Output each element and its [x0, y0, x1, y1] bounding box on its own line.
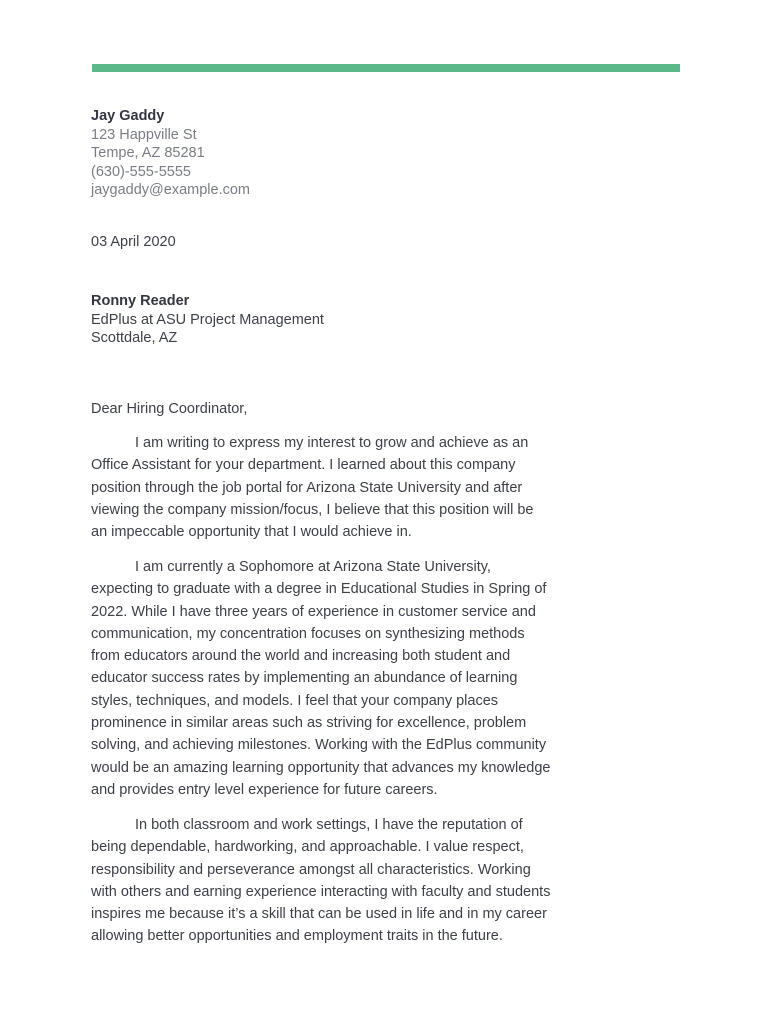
recipient-block	[91, 292, 571, 348]
body-paragraph-1	[91, 432, 571, 543]
paragraph-line: expecting to graduate with a degree in Educational Studies in Spring of	[91, 581, 547, 598]
sender-city: Tempe, AZ 85281	[91, 145, 205, 162]
salutation: Dear Hiring Coordinator,	[91, 401, 248, 417]
paragraph-line: In both classroom and work settings, I have the reputation of	[135, 817, 523, 833]
body-paragraph-3	[91, 814, 571, 948]
paragraph-line: 2022. While I have three years of experience in customer service and	[91, 603, 536, 620]
paragraph-line: communication, my concentration focuses on synthesizing methods	[91, 625, 525, 642]
body-paragraph-2	[91, 556, 571, 801]
paragraph-line: an impeccable opportunity that I would achieve in.	[91, 524, 412, 541]
paragraph-line: being dependable, hardworking, and approachable. I value respect,	[91, 839, 524, 856]
paragraph-line: would be an amazing learning opportunity that advances my knowledge	[91, 759, 551, 776]
sender-phone: (630)-555-5555	[91, 163, 191, 180]
paragraph-line: allowing better opportunities and employment traits in the future.	[91, 928, 503, 945]
paragraph-line: inspires me because it’s a skill that can be used in life and in my career	[91, 906, 547, 923]
paragraph-line: I am currently a Sophomore at Arizona State University,	[135, 559, 491, 575]
header-accent-rule	[92, 64, 680, 72]
recipient-name: Ronny Reader	[91, 293, 190, 309]
paragraph-line: position through the job portal for Arizona State University and after	[91, 479, 523, 496]
sender-email: jaygaddy@example.com	[91, 182, 250, 199]
salutation-block	[91, 400, 571, 419]
recipient-organization: EdPlus at ASU Project Management	[91, 311, 324, 328]
sender-street: 123 Happville St	[91, 126, 197, 143]
paragraph-line: Office Assistant for your department. I learned about this company	[91, 457, 516, 474]
paragraph-line: from educators around the world and increasing both student and	[91, 648, 511, 665]
sender-name: Jay Gaddy	[91, 108, 165, 124]
paragraph-line: responsibility and perseverance amongst all characteristics. Working	[91, 861, 531, 878]
paragraph-line: educator success rates by implementing an abundance of learning	[91, 670, 518, 687]
paragraph-line: prominence in similar areas such as striving for excellence, problem	[91, 715, 527, 732]
paragraph-line: I am writing to express my interest to grow and achieve as an	[135, 435, 529, 451]
paragraph-line: styles, techniques, and models. I feel that your company places	[91, 692, 499, 709]
recipient-city: Scottdale, AZ	[91, 330, 178, 347]
sender-block	[91, 107, 571, 200]
letter-date: 03 April 2020	[91, 234, 176, 250]
paragraph-line: with others and earning experience interacting with faculty and students	[91, 883, 551, 900]
paragraph-line: and provides entry level experience for future careers.	[91, 781, 438, 798]
date-block	[91, 233, 571, 252]
paragraph-line: viewing the company mission/focus, I believe that this position will be	[91, 501, 534, 518]
paragraph-line: solving, and achieving milestones. Working with the EdPlus community	[91, 737, 547, 754]
